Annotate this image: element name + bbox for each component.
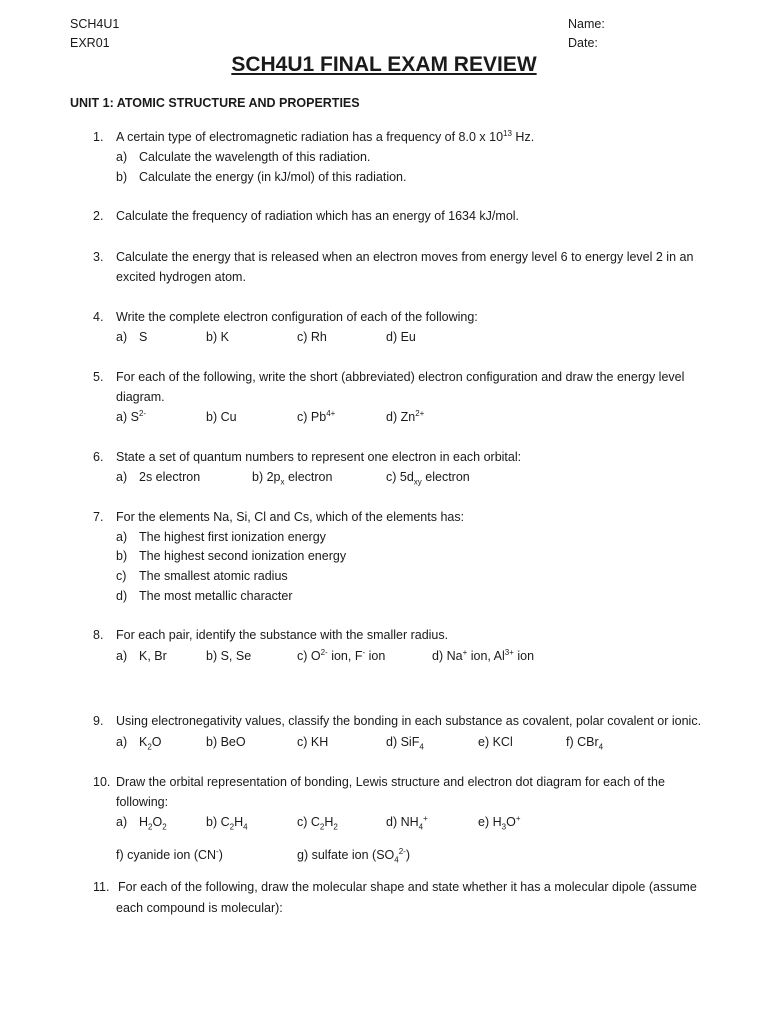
question-text: diagram. — [116, 390, 165, 404]
option-e: e) $H_3O^+$ — [478, 813, 521, 832]
option-c: c) KH — [297, 735, 329, 749]
option-d: d) Na+ ion, $Al^{3+}$ ion — [432, 647, 535, 663]
sub-label: c) — [116, 569, 127, 583]
option-d: d) Eu — [386, 330, 416, 344]
question-number: 10. — [93, 775, 111, 789]
option-c: c) Rh — [297, 330, 327, 344]
question-text: each compound is molecular): — [116, 901, 283, 915]
question-number: 4. — [93, 310, 104, 324]
question-number: 9. — [93, 714, 104, 728]
sub-question: The highest second ionization energy — [139, 549, 347, 563]
question-text: For each of the following, write the short (abbreviated) electron configuration and draw the energy level — [116, 370, 685, 384]
question-text: following: — [116, 795, 169, 809]
question-number: 3. — [93, 250, 104, 264]
question-number: 7. — [93, 510, 104, 524]
option-a: $H_2O_2$ — [139, 815, 167, 832]
option-a: S — [139, 330, 148, 344]
sub-label: d) — [116, 589, 128, 603]
option-f: f) CBr$_4$ — [566, 735, 604, 752]
option-b: b) K — [206, 330, 229, 344]
name-label: Name: — [568, 17, 605, 31]
option-c: c) $5d_{xy}$ electron — [386, 470, 470, 487]
question-text: Calculate the energy that is released when an electron moves from energy level 6 to energy level 2 in an — [116, 250, 694, 264]
question-number: 6. — [93, 450, 104, 464]
page-title: SCH4U1 FINAL EXAM REVIEW — [231, 53, 537, 76]
option-c: c) $Pb^{4+}$ — [297, 408, 336, 424]
option-f: f) cyanide ion (CN-) — [116, 846, 223, 862]
sub-label: a) — [116, 735, 128, 749]
option-g: g) sulfate ion $(SO_4^{2-})$ — [297, 846, 411, 865]
question-text: Write the complete electron configuration of each of the following: — [116, 310, 478, 324]
option-c: c) $O^{2-}$ ion, F- ion — [297, 647, 386, 663]
question-text: For each pair, identify the substance with the smaller radius. — [116, 628, 449, 642]
option-c: c) $C_2H_2$ — [297, 815, 338, 832]
sub-label: a) — [116, 649, 128, 663]
option-b: b) Cu — [206, 410, 237, 424]
sub-label: a) — [116, 330, 128, 344]
question-number: 8. — [93, 628, 104, 642]
option-d: d) SiF$_4$ — [386, 735, 424, 752]
sub-question: Calculate the wavelength of this radiation. — [139, 150, 371, 164]
question-number: 5. — [93, 370, 104, 384]
option-b: b) $2p_x$ electron — [252, 470, 333, 487]
option-a: 2s electron — [139, 470, 201, 484]
question-text: A certain type of electromagnetic radiation has a frequency of 8.0 x $10^{13}$ Hz. — [116, 128, 535, 144]
sub-question: The smallest atomic radius — [139, 569, 288, 583]
sub-question: Calculate the energy (in kJ/mol) of this radiation. — [139, 170, 407, 184]
question-number: 1. — [93, 130, 104, 144]
sub-label: b) — [116, 549, 128, 563]
option-b: b) BeO — [206, 735, 246, 749]
sub-label: a) — [116, 470, 128, 484]
sub-label: a) — [116, 150, 128, 164]
course-code: SCH4U1 — [70, 17, 120, 31]
question-text: Calculate the frequency of radiation which has an energy of 1634 kJ/mol. — [116, 209, 520, 223]
unit-heading: UNIT 1: ATOMIC STRUCTURE AND PROPERTIES — [70, 96, 360, 110]
question-number: 2. — [93, 209, 104, 223]
option-a: $K_2O$ — [139, 735, 162, 752]
option-a: a) $S^{2-}$ — [116, 408, 147, 424]
option-d: d) $Zn^{2+}$ — [386, 408, 425, 424]
option-b: b) $C_2H_4$ — [206, 815, 248, 832]
question-text: Using electronegativity values, classify the bonding in each substance as covalent, polar covalent or ionic. — [116, 714, 702, 728]
sub-label: a) — [116, 530, 128, 544]
sub-question: The highest first ionization energy — [139, 530, 326, 544]
option-d: d) $NH_4^+$ — [386, 813, 428, 832]
question-text: For each of the following, draw the molecular shape and state whether it has a molecular dipole (assume — [118, 880, 697, 894]
question-number: 11. — [93, 880, 110, 894]
question-text: excited hydrogen atom. — [116, 270, 246, 284]
question-text: For the elements Na, Si, Cl and Cs, which of the elements has: — [116, 510, 465, 524]
question-text: Draw the orbital representation of bonding, Lewis structure and electron dot diagram for each of the — [116, 775, 665, 789]
option-a: K, Br — [139, 649, 167, 663]
date-label: Date: — [568, 36, 598, 50]
exercise-code: EXR01 — [70, 36, 110, 50]
sub-label: a) — [116, 815, 128, 829]
option-b: b) S, Se — [206, 649, 252, 663]
sub-question: The most metallic character — [139, 589, 293, 603]
option-e: e) KCl — [478, 735, 513, 749]
sub-label: b) — [116, 170, 128, 184]
question-text: State a set of quantum numbers to represent one electron in each orbital: — [116, 450, 522, 464]
